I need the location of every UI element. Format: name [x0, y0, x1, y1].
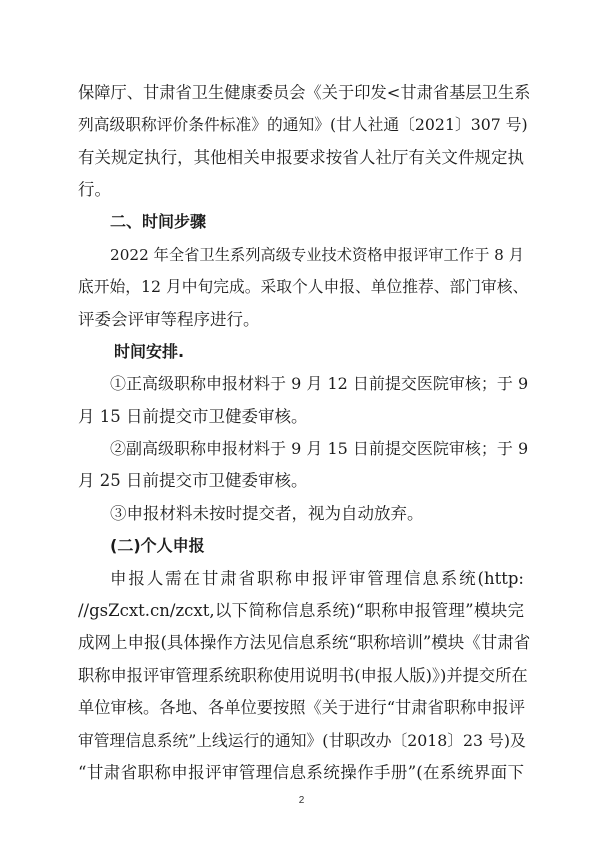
body-line: 申报人需在甘肃省职称申报评审管理信息系统(http:	[110, 569, 524, 588]
body-line: 月 15 日前提交市卫健委审核。	[78, 407, 308, 426]
section-heading: 二、时间步骤	[110, 212, 207, 231]
body-line: 审管理信息系统”上线运行的通知》(甘职改办〔2018〕23 号)及	[78, 731, 526, 750]
body-line: 列高级职称评价条件标准》的通知》(甘人社通〔2021〕307 号)	[78, 115, 528, 134]
body-line: 行。	[78, 180, 111, 199]
subsection-heading: (二)个人申报	[110, 536, 205, 555]
body-line: 月 25 日前提交市卫健委审核。	[78, 471, 308, 490]
body-line: 有关规定执行，其他相关申报要求按省人社厅有关文件规定执	[78, 148, 524, 167]
body-line: 保障厅、甘肃省卫生健康委员会《关于印发<甘肃省基层卫生系	[78, 83, 531, 102]
body-line: 职称申报评审管理系统职称使用说明书(申报人版)》)并提交所在	[78, 666, 528, 685]
page-number: 2	[298, 795, 305, 806]
body-line: //gsZcxt.cn/zcxt,以下简称信息系统)“职称申报管理”模块完	[78, 601, 524, 620]
body-line: 底开始，12 月中旬完成。采取个人申报、单位推荐、部门审核、	[78, 277, 529, 296]
body-line: “甘肃省职称申报评审管理信息系统操作手册”(在系统界面下	[78, 763, 524, 782]
body-line: 2022 年全省卫生系列高级专业技术资格申报评审工作于 8 月	[110, 246, 524, 264]
body-line: 单位审核。各地、各单位要按照《关于进行“甘肃省职称申报评	[78, 698, 526, 717]
body-line: ②副高级职称申报材料于 9 月 15 日前提交医院审核；于 9	[110, 439, 529, 458]
subsection-heading: 时间安排.	[114, 342, 185, 361]
body-line: ③申报材料未按时提交者，视为自动放弃。	[110, 504, 424, 523]
body-line: 成网上申报(具体操作方法见信息系统“职称培训”模块《甘肃省	[78, 633, 531, 652]
body-line: ①正高级职称申报材料于 9 月 12 日前提交医院审核；于 9	[110, 374, 529, 393]
body-line: 评委会评审等程序进行。	[78, 310, 260, 329]
